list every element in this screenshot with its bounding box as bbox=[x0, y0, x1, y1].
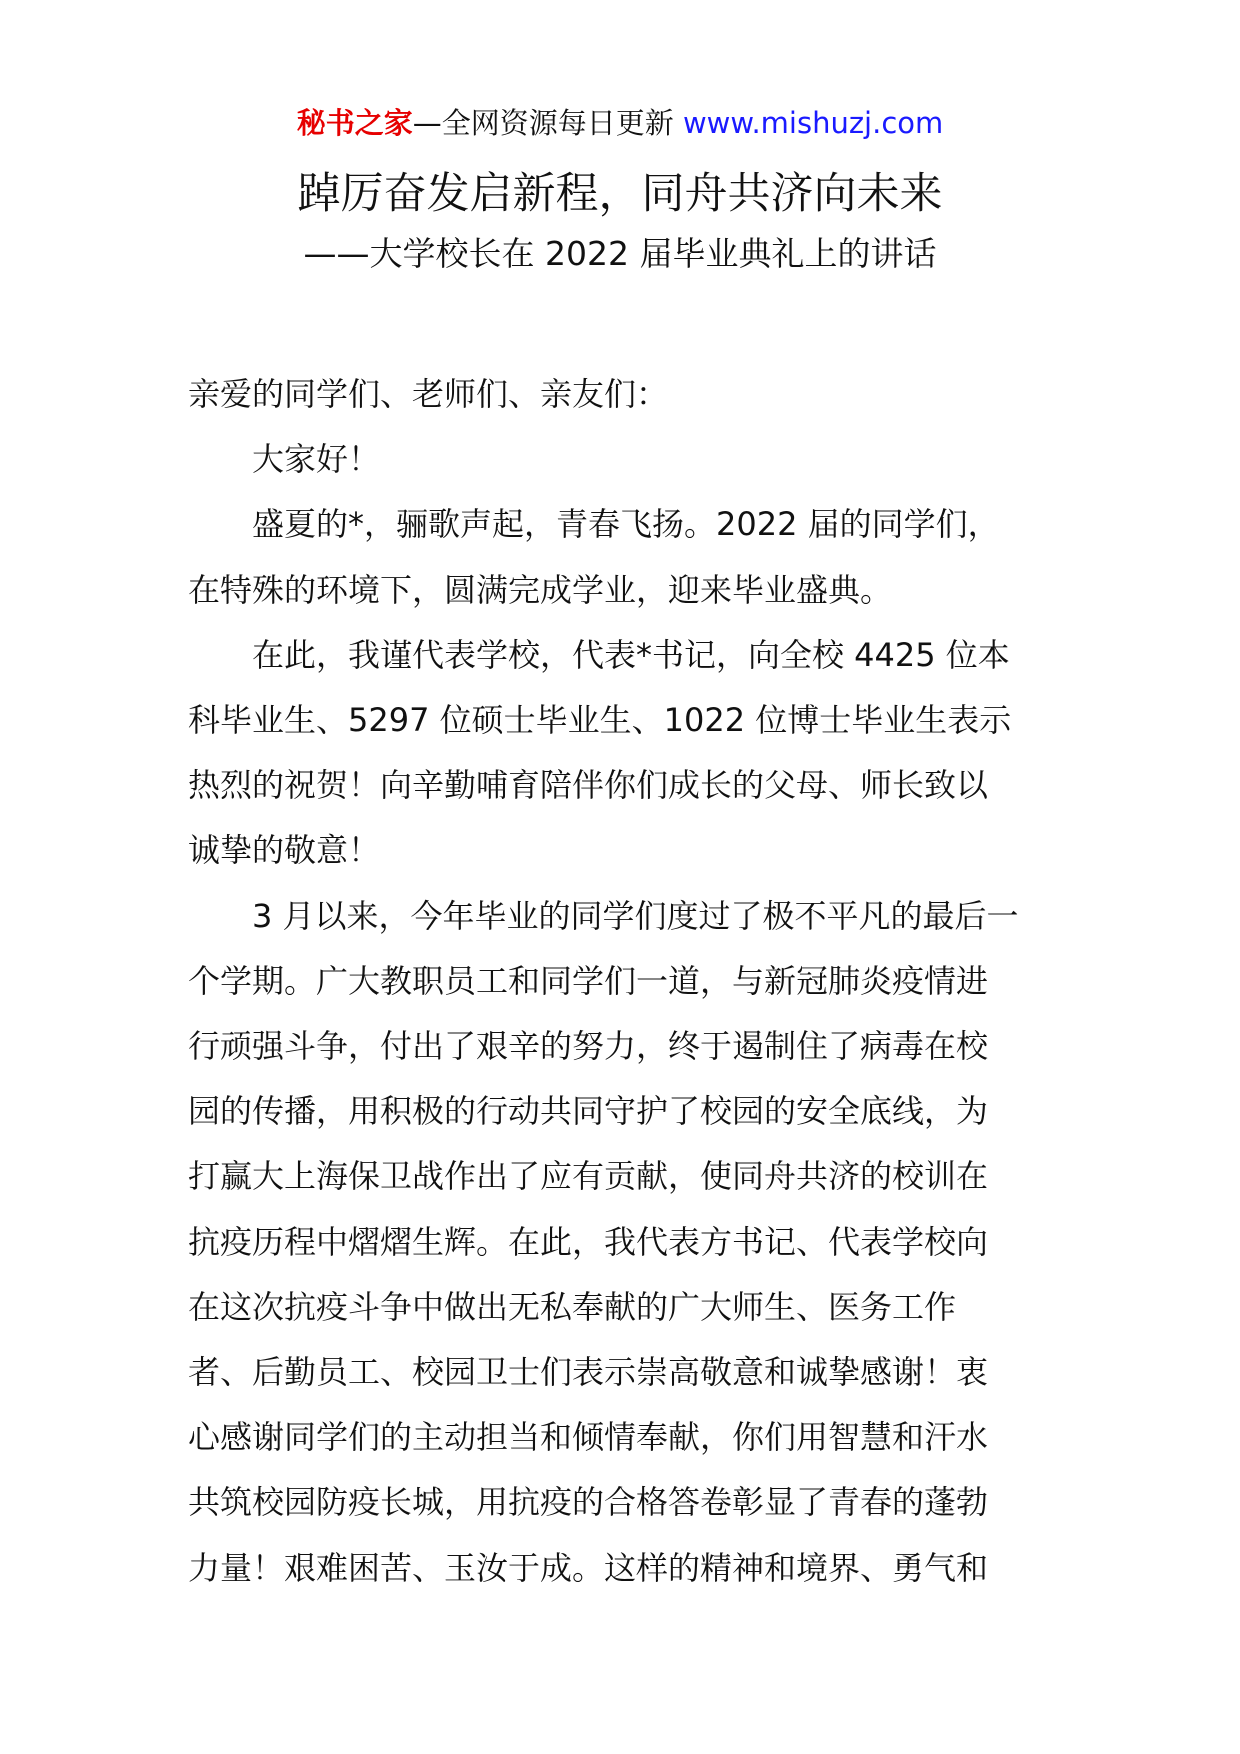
text-line: 在此，我谨代表学校，代表*书记，向全校 4425 位本 bbox=[252, 635, 1010, 674]
text-line: 园的传播，用积极的行动共同守护了校园的安全底线，为 bbox=[188, 1092, 989, 1131]
brand-url: www.mishuzj.com bbox=[682, 106, 944, 140]
document-subtitle: ——大学校长在 2022 届毕业典礼上的讲话 bbox=[303, 234, 937, 273]
salutation bbox=[188, 362, 1058, 427]
text-line: 打赢大上海保卫战作出了应有贡献，使同舟共济的校训在 bbox=[188, 1157, 989, 1196]
text-line: 亲爱的同学们、老师们、亲友们： bbox=[188, 375, 669, 413]
text-line: 者、后勤员工、校园卫士们表示崇高敬意和诚挚感谢！衷 bbox=[188, 1353, 989, 1392]
brand-tagline: —全网资源每日更新 bbox=[412, 106, 674, 140]
text-line: 在这次抗疫斗争中做出无私奉献的广大师生、医务工作 bbox=[188, 1287, 957, 1326]
text-line: 个学期。广大教职员工和同学们一道，与新冠肺炎疫情进 bbox=[188, 961, 989, 1000]
text-line: 诚挚的敬意！ bbox=[188, 831, 381, 870]
document-body bbox=[188, 362, 1058, 1601]
brand-name: 秘书之家 bbox=[296, 106, 413, 140]
paragraph-3 bbox=[188, 884, 1058, 1601]
document-title: 踔厉奋发启新程，同舟共济向未来 bbox=[297, 169, 943, 219]
text-line: 共筑校园防疫长城，用抗疫的合格答卷彰显了青春的蓬勃 bbox=[188, 1483, 989, 1522]
text-line: 抗疫历程中熠熠生辉。在此，我代表方书记、代表学校向 bbox=[188, 1222, 989, 1261]
text-line: 盛夏的*，骊歌声起，青春飞扬。2022 届的同学们， bbox=[252, 505, 1000, 544]
text-line: 心感谢同学们的主动担当和倾情奉献，你们用智慧和汗水 bbox=[188, 1418, 989, 1457]
watermark-header bbox=[0, 103, 1240, 143]
paragraph-1 bbox=[188, 492, 1058, 622]
text-line: 力量！艰难困苦、玉汝于成。这样的精神和境界、勇气和 bbox=[188, 1548, 989, 1587]
text-line: 热烈的祝贺！向辛勤哺育陪伴你们成长的父母、师长致以 bbox=[188, 766, 989, 805]
greeting bbox=[188, 427, 1058, 492]
paragraph-2 bbox=[188, 623, 1058, 884]
text-line: 在特殊的环境下，圆满完成学业，迎来毕业盛典。 bbox=[188, 570, 893, 609]
text-line: 行顽强斗争，付出了艰辛的努力，终于遏制住了病毒在校 bbox=[188, 1027, 989, 1066]
text-line: 3 月以来，今年毕业的同学们度过了极不平凡的最后一 bbox=[252, 896, 1019, 935]
text-line: 科毕业生、5297 位硕士毕业生、1022 位博士毕业生表示 bbox=[188, 701, 1012, 740]
text-line: 大家好！ bbox=[252, 440, 381, 479]
